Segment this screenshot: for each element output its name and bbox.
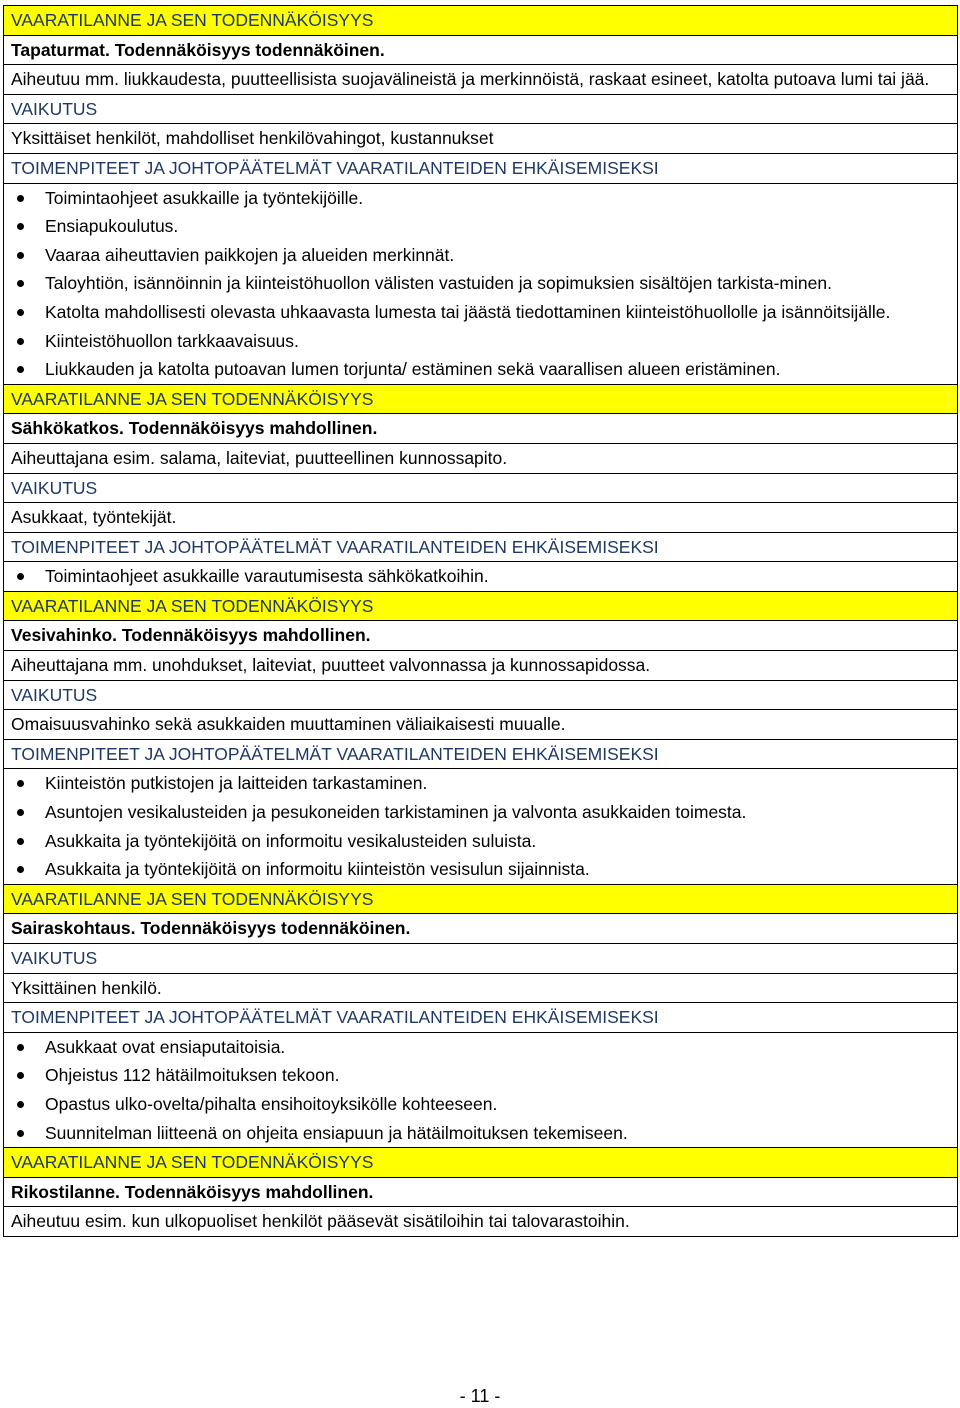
- measures-heading: TOIMENPITEET JA JOHTOPÄÄTELMÄT VAARATILANTEIDEN EHKÄISEMISEKSI: [4, 1003, 957, 1033]
- list-item-text: Asukkaita ja työntekijöitä on informoitu vesikalusteiden suluista.: [45, 830, 537, 851]
- list-item: [11, 769, 951, 798]
- list-item: [11, 327, 951, 356]
- hazard-cause: Aiheutuu mm. liukkaudesta, puutteellisista suojavälineistä ja merkinnöistä, raskaat esineet, katolta putoava lumi tai jää.: [4, 65, 957, 95]
- list-item: [11, 562, 951, 591]
- list-item: [11, 241, 951, 270]
- hazard-title: Sairaskohtaus. Todennäköisyys todennäköinen.: [4, 914, 957, 944]
- list-item-text: Opastus ulko-ovelta/pihalta ensihoitoyksikölle kohteeseen.: [45, 1093, 498, 1114]
- bullet-icon: [17, 866, 24, 873]
- section-heading: VAARATILANNE JA SEN TODENNÄKÖISYYS: [4, 385, 957, 415]
- hazard-cause: Aiheuttajana esim. salama, laiteviat, puutteellinen kunnossapito.: [4, 444, 957, 474]
- bullet-icon: [17, 1101, 24, 1108]
- bullet-icon: [17, 223, 24, 230]
- list-item-text: Asuntojen vesikalusteiden ja pesukoneiden tarkistaminen ja valvonta asukkaiden toimesta.: [45, 802, 747, 823]
- section-heading: VAARATILANNE JA SEN TODENNÄKÖISYYS: [4, 885, 957, 915]
- hazard-cause: Aiheutuu esim. kun ulkopuoliset henkilöt pääsevät sisätiloihin tai talovarastoihin.: [4, 1207, 957, 1237]
- section-heading: VAARATILANNE JA SEN TODENNÄKÖISYYS: [4, 592, 957, 622]
- measures-list-container: [4, 184, 957, 385]
- measures-heading: TOIMENPITEET JA JOHTOPÄÄTELMÄT VAARATILANTEIDEN EHKÄISEMISEKSI: [4, 533, 957, 563]
- list-item-text: Suunnitelman liitteenä on ohjeita ensiapuun ja hätäilmoituksen tekemiseen.: [45, 1122, 628, 1143]
- bullet-icon: [17, 838, 24, 845]
- impact-text: Asukkaat, työntekijät.: [4, 503, 957, 533]
- section-heading: VAARATILANNE JA SEN TODENNÄKÖISYYS: [4, 1148, 957, 1178]
- risk-assessment-table: [3, 5, 958, 1237]
- list-item: [11, 1033, 951, 1062]
- impact-text: Yksittäinen henkilö.: [4, 974, 957, 1004]
- measures-list-container: [4, 562, 957, 592]
- measures-list-container: [4, 769, 957, 884]
- measures-list: [11, 769, 951, 883]
- list-item-text: Katolta mahdollisesti olevasta uhkaavasta lumesta tai jäästä tiedottaminen kiinteistöhuollolle ja isännöitsijälle.: [45, 301, 891, 322]
- list-item: [11, 1119, 951, 1148]
- bullet-icon: [17, 309, 24, 316]
- list-item: [11, 1090, 951, 1119]
- list-item: [11, 298, 951, 327]
- measures-heading: TOIMENPITEET JA JOHTOPÄÄTELMÄT VAARATILANTEIDEN EHKÄISEMISEKSI: [4, 154, 957, 184]
- hazard-cause: Aiheuttajana mm. unohdukset, laiteviat, puutteet valvonnassa ja kunnossapidossa.: [4, 651, 957, 681]
- bullet-icon: [17, 780, 24, 787]
- list-item-text: Toimintaohjeet asukkaille varautumisesta sähkökatkoihin.: [45, 566, 489, 587]
- list-item-text: Taloyhtiön, isännöinnin ja kiinteistöhuollon välisten vastuiden ja sopimuksien sisältöjen tarkista-minen.: [45, 273, 832, 294]
- list-item: [11, 184, 951, 213]
- list-item: [11, 855, 951, 884]
- impact-heading: VAIKUTUS: [4, 474, 957, 504]
- list-item-text: Kiinteistön putkistojen ja laitteiden tarkastaminen.: [45, 773, 428, 794]
- list-item-text: Vaaraa aiheuttavien paikkojen ja alueiden merkinnät.: [45, 244, 455, 265]
- list-item-text: Ensiapukoulutus.: [45, 216, 179, 237]
- list-item-text: Ohjeistus 112 hätäilmoituksen tekoon.: [45, 1065, 340, 1086]
- bullet-icon: [17, 1072, 24, 1079]
- measures-list: [11, 562, 951, 591]
- list-item-text: Kiinteistöhuollon tarkkaavaisuus.: [45, 330, 299, 351]
- list-item-text: Asukkaita ja työntekijöitä on informoitu kiinteistön vesisulun sijainnista.: [45, 859, 590, 880]
- bullet-icon: [17, 573, 24, 580]
- bullet-icon: [17, 366, 24, 373]
- hazard-title: Sähkökatkos. Todennäköisyys mahdollinen.: [4, 414, 957, 444]
- measures-list: [11, 184, 951, 384]
- list-item-text: Toimintaohjeet asukkaille ja työntekijöille.: [45, 187, 364, 208]
- hazard-title: Vesivahinko. Todennäköisyys mahdollinen.: [4, 621, 957, 651]
- hazard-title: Tapaturmat. Todennäköisyys todennäköinen.: [4, 36, 957, 66]
- list-item-text: Asukkaat ovat ensiaputaitoisia.: [45, 1036, 286, 1057]
- impact-heading: VAIKUTUS: [4, 95, 957, 125]
- list-item: [11, 1061, 951, 1090]
- impact-heading: VAIKUTUS: [4, 681, 957, 711]
- impact-text: Yksittäiset henkilöt, mahdolliset henkilövahingot, kustannukset: [4, 124, 957, 154]
- measures-list: [11, 1033, 951, 1147]
- bullet-icon: [17, 252, 24, 259]
- page-number: - 11 -: [459, 1386, 501, 1406]
- measures-list-container: [4, 1033, 957, 1148]
- bullet-icon: [17, 280, 24, 287]
- list-item: [11, 827, 951, 856]
- measures-heading: TOIMENPITEET JA JOHTOPÄÄTELMÄT VAARATILANTEIDEN EHKÄISEMISEKSI: [4, 740, 957, 770]
- list-item-text: Liukkauden ja katolta putoavan lumen torjunta/ estäminen sekä vaarallisen alueen eristäminen.: [45, 359, 781, 380]
- impact-heading: VAIKUTUS: [4, 944, 957, 974]
- section-heading: VAARATILANNE JA SEN TODENNÄKÖISYYS: [4, 5, 957, 36]
- bullet-icon: [17, 809, 24, 816]
- list-item: [11, 798, 951, 827]
- bullet-icon: [17, 195, 24, 202]
- impact-text: Omaisuusvahinko sekä asukkaiden muuttaminen väliaikaisesti muualle.: [4, 710, 957, 740]
- bullet-icon: [17, 1044, 24, 1051]
- bullet-icon: [17, 1130, 24, 1137]
- hazard-title: Rikostilanne. Todennäköisyys mahdollinen.: [4, 1178, 957, 1208]
- list-item: [11, 212, 951, 241]
- list-item: [11, 269, 951, 298]
- bullet-icon: [17, 338, 24, 345]
- list-item: [11, 355, 951, 384]
